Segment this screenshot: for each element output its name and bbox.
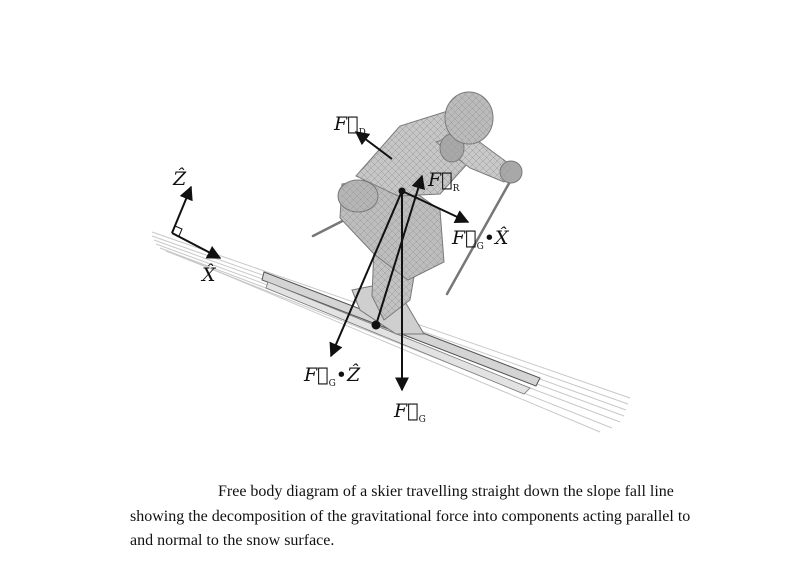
x-axis-label: X̂ <box>202 264 216 286</box>
figure-caption-text: Free body diagram of a skier travelling straight down the slope fall line showing the decomposition of the gravitational force into components acting parallel to and normal to the snow surface. <box>130 483 691 549</box>
drag-force-label: $F⃗_D$ <box>334 113 366 138</box>
z-axis-label: Ẑ <box>173 168 187 190</box>
gravity-z-component-label: $F⃗_G•Ẑ$ <box>304 364 361 389</box>
figure-caption <box>130 480 710 554</box>
z-axis-arrow <box>172 187 191 233</box>
center-of-mass-point <box>399 188 406 195</box>
gravity-x-component-label: $F⃗_G•X̂$ <box>452 227 509 252</box>
ground-contact-point <box>372 321 381 330</box>
reaction-force-label: $F⃗_R$ <box>428 169 460 194</box>
gravity-force-label: $F⃗_G$ <box>394 400 426 425</box>
